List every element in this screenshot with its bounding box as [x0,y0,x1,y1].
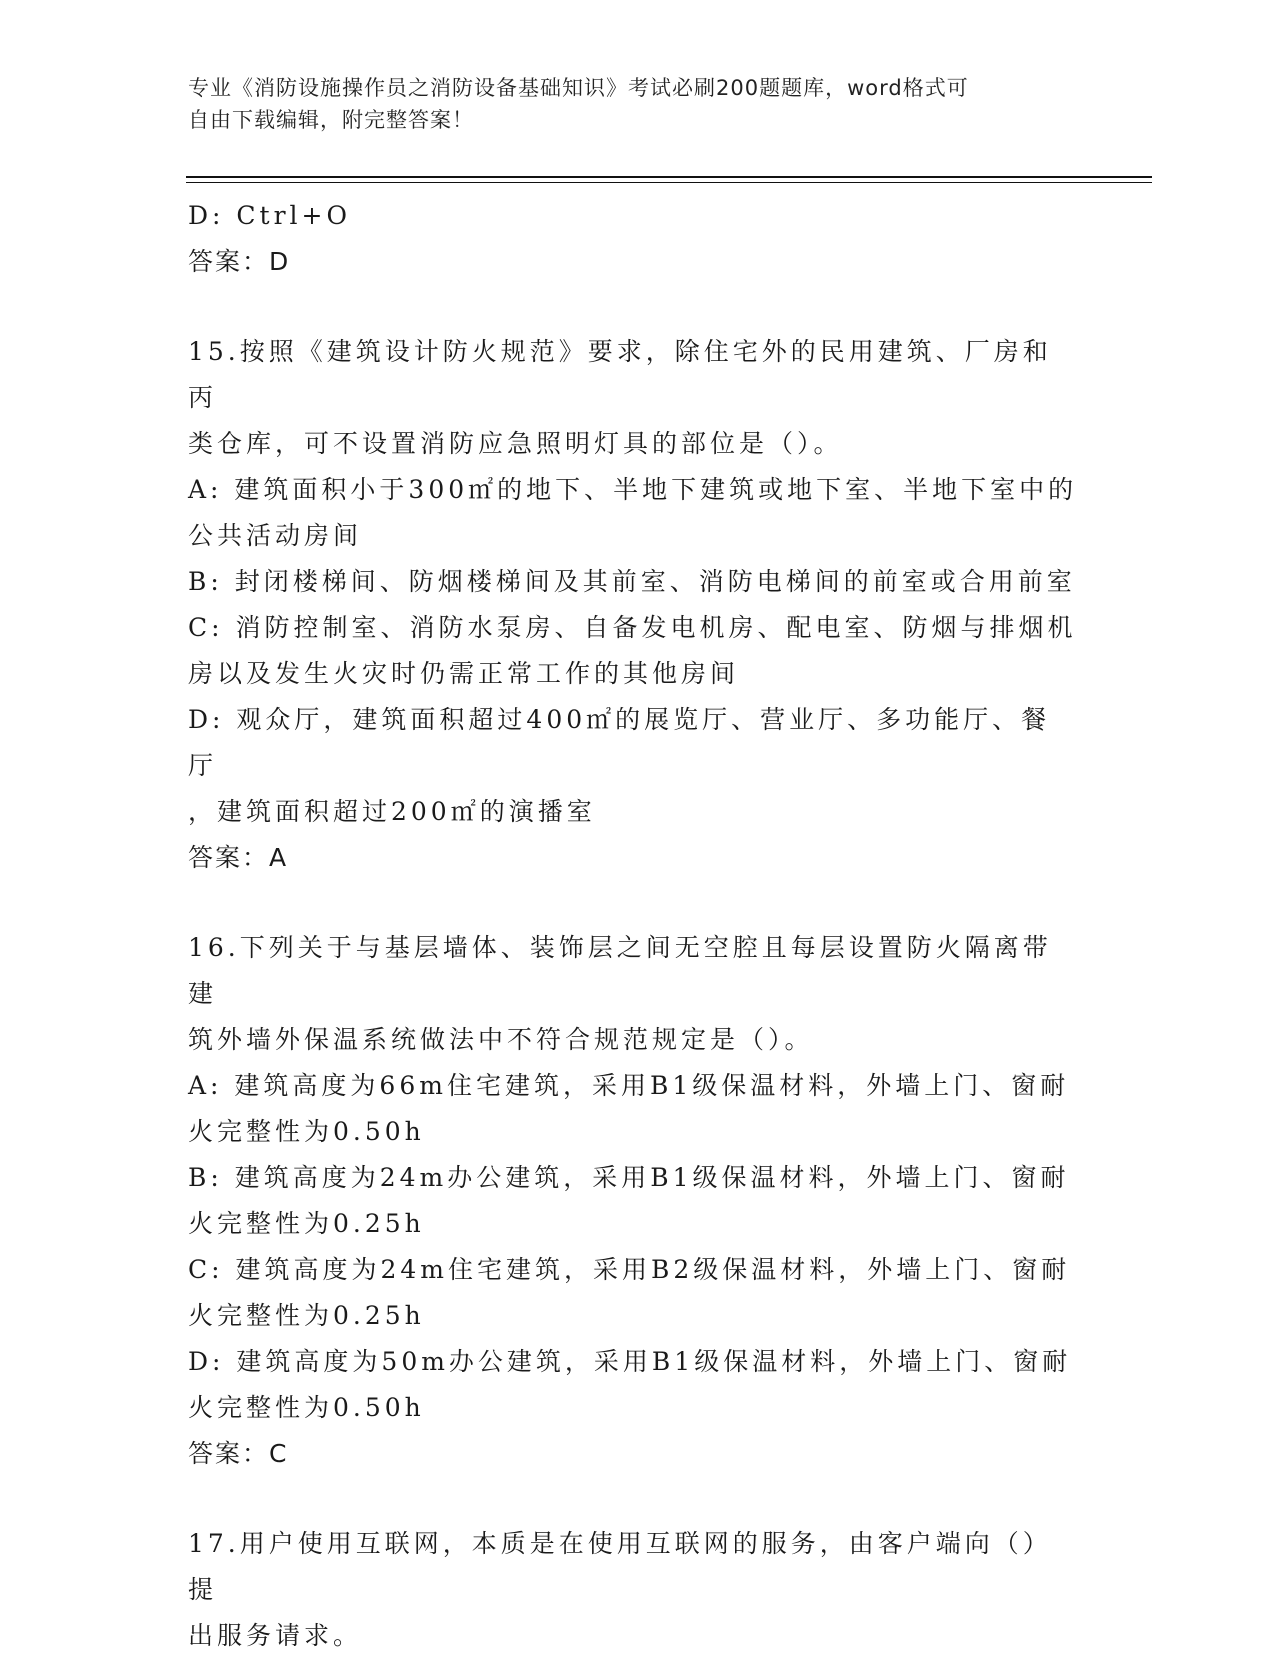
q15-option-d-line-1: D: 观众厅，建筑面积超过400㎡的展览厅、营业厅、多功能厅、餐厅 [188,705,1051,780]
spacer [188,1477,1078,1521]
q16-option-d-line-2: 火完整性为0.50h [188,1393,425,1422]
question-16 [188,925,1078,1477]
q17-stem-line-1: 17.用户使用互联网，本质是在使用互联网的服务，由客户端向（）提 [188,1529,1052,1604]
q15-option-d-line-2: ，建筑面积超过200㎡的演播室 [188,797,596,826]
header-rule-thin [186,182,1152,183]
q15-option-c-line-2: 房以及发生火灾时仍需正常工作的其他房间 [188,659,740,688]
q16-option-d-line-1: D: 建筑高度为50m办公建筑，采用B1级保温材料，外墙上门、窗耐 [188,1347,1072,1376]
q16-option-c-line-2: 火完整性为0.25h [188,1301,425,1330]
spacer [188,285,1078,329]
q16-stem-line-2: 筑外墙外保温系统做法中不符合规范规定是（）。 [188,1025,814,1054]
q16-stem-line-1: 16.下列关于与基层墙体、装饰层之间无空腔且每层设置防火隔离带建 [188,933,1052,1008]
question-content [188,193,1078,1659]
q14-option-d: D: Ctrl+O [188,201,351,230]
q15-answer: 答案：A [188,843,289,872]
spacer [188,881,1078,925]
q16-option-c-line-1: C: 建筑高度为24m住宅建筑，采用B2级保温材料，外墙上门、窗耐 [188,1255,1071,1284]
q15-option-c-line-1: C: 消防控制室、消防水泵房、自备发电机房、配电室、防烟与排烟机 [188,613,1077,642]
question-15 [188,329,1078,881]
q17-stem-line-2: 出服务请求。 [188,1621,363,1650]
q16-answer: 答案：C [188,1439,289,1468]
q15-stem-line-2: 类仓库，可不设置消防应急照明灯具的部位是（）。 [188,429,843,458]
header-rule-thick [186,176,1152,178]
document-header [188,72,1068,136]
q15-option-a-line-2: 公共活动房间 [188,521,363,550]
q16-option-b-line-1: B: 建筑高度为24m办公建筑，采用B1级保温材料，外墙上门、窗耐 [188,1163,1070,1192]
question-14-tail [188,193,1078,285]
header-line-2: 自由下载编辑，附完整答案！ [188,108,474,132]
q16-option-a-line-1: A: 建筑高度为66m住宅建筑，采用B1级保温材料，外墙上门、窗耐 [188,1071,1070,1100]
q15-option-b: B: 封闭楼梯间、防烟楼梯间及其前室、消防电梯间的前室或合用前室 [188,567,1076,596]
q16-option-b-line-2: 火完整性为0.25h [188,1209,425,1238]
q14-answer: 答案：D [188,247,291,276]
question-17 [188,1521,1078,1659]
q15-option-a-line-1: A: 建筑面积小于300㎡的地下、半地下建筑或地下室、半地下室中的 [188,475,1078,504]
header-line-1: 专业《消防设施操作员之消防设备基础知识》考试必刷200题题库，word格式可 [188,76,969,100]
q15-stem-line-1: 15.按照《建筑设计防火规范》要求，除住宅外的民用建筑、厂房和丙 [188,337,1052,412]
q16-option-a-line-2: 火完整性为0.50h [188,1117,425,1146]
